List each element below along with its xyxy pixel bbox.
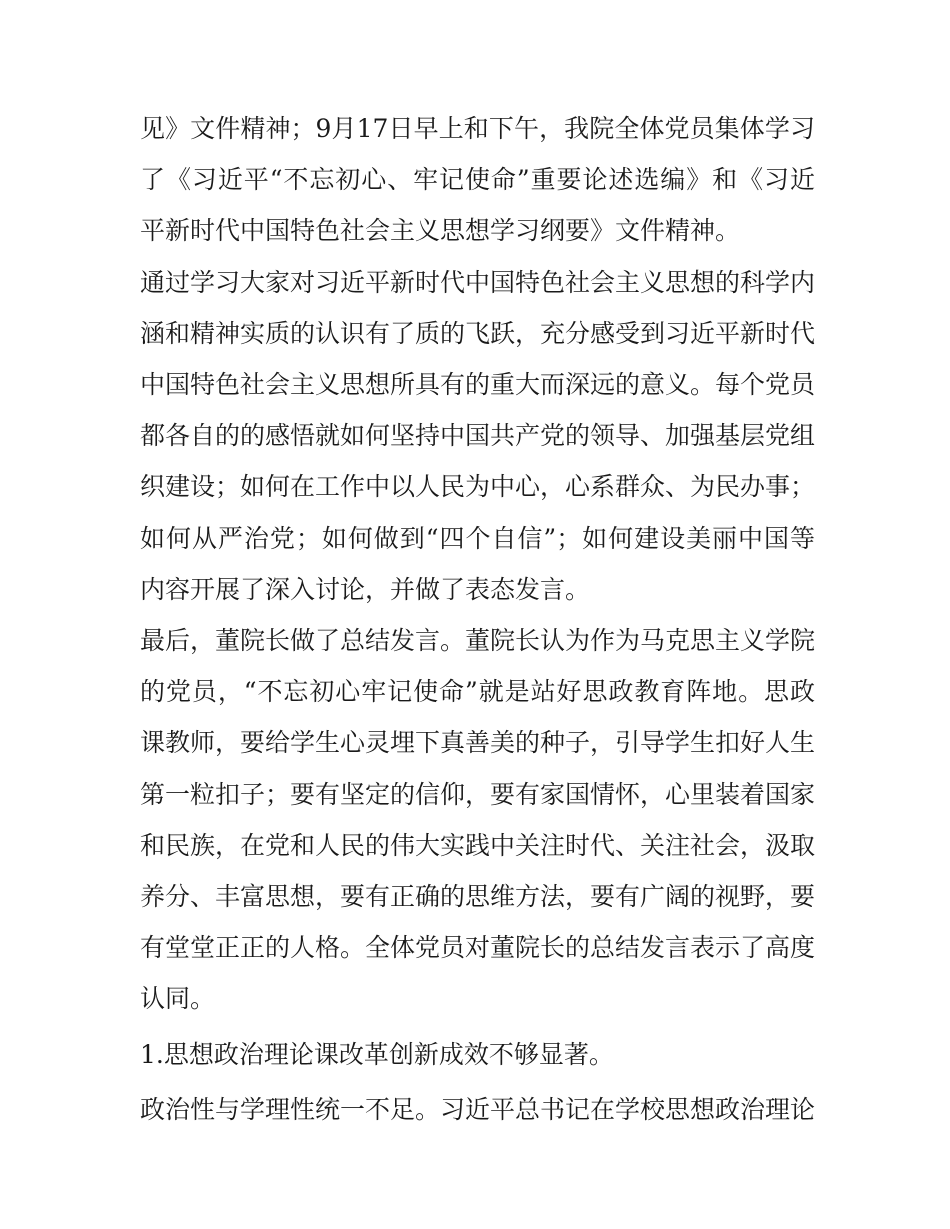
paragraph-study-activity: 见》文件精神；9月17日早上和下午，我院全体党员集体学习了《习近平“不忘初心、牢记使命”重要论述选编》和《习近平新时代中国特色社会主义思想学习纲要》文件精神。: [140, 114, 815, 246]
paragraph-dean-summary: 最后，董院长做了总结发言。董院长认为作为马克思主义学院的党员，“不忘初心牢记使命”就是站好思政教育阵地。思政课教师，要给学生心灵埋下真善美的种子，引导学生扣好人生第一粒扣子；要有坚定的信仰，要有家国情怀，心里装着国家和民族，在党和人民的伟大实践中关注时代、关注社会，汲取养分、丰富思想，要有正确的思维方法，要有广阔的视野，要有堂堂正正的人格。全体党员对董院长的总结发言表示了高度认同。: [140, 626, 816, 1014]
document-body: [140, 103, 815, 1135]
section-heading-1: 1.思想政治理论课改革创新成效不够显著。: [140, 1039, 614, 1069]
paragraph-study-outcome: 通过学习大家对习近平新时代中国特色社会主义思想的科学内涵和精神实质的认识有了质的飞跃，充分感受到习近平新时代中国特色社会主义思想所具有的重大而深远的意义。每个党员都各自的的感悟就如何坚持中国共产党的领导、加强基层党组织建设；如何在工作中以人民为中心，心系群众、为民办事；如何从严治党；如何做到“四个自信”；如何建设美丽中国等内容开展了深入讨论，并做了表态发言。: [140, 267, 816, 604]
paragraph-political-theory: 政治性与学理性统一不足。习近平总书记在学校思想政治理论: [140, 1094, 816, 1124]
